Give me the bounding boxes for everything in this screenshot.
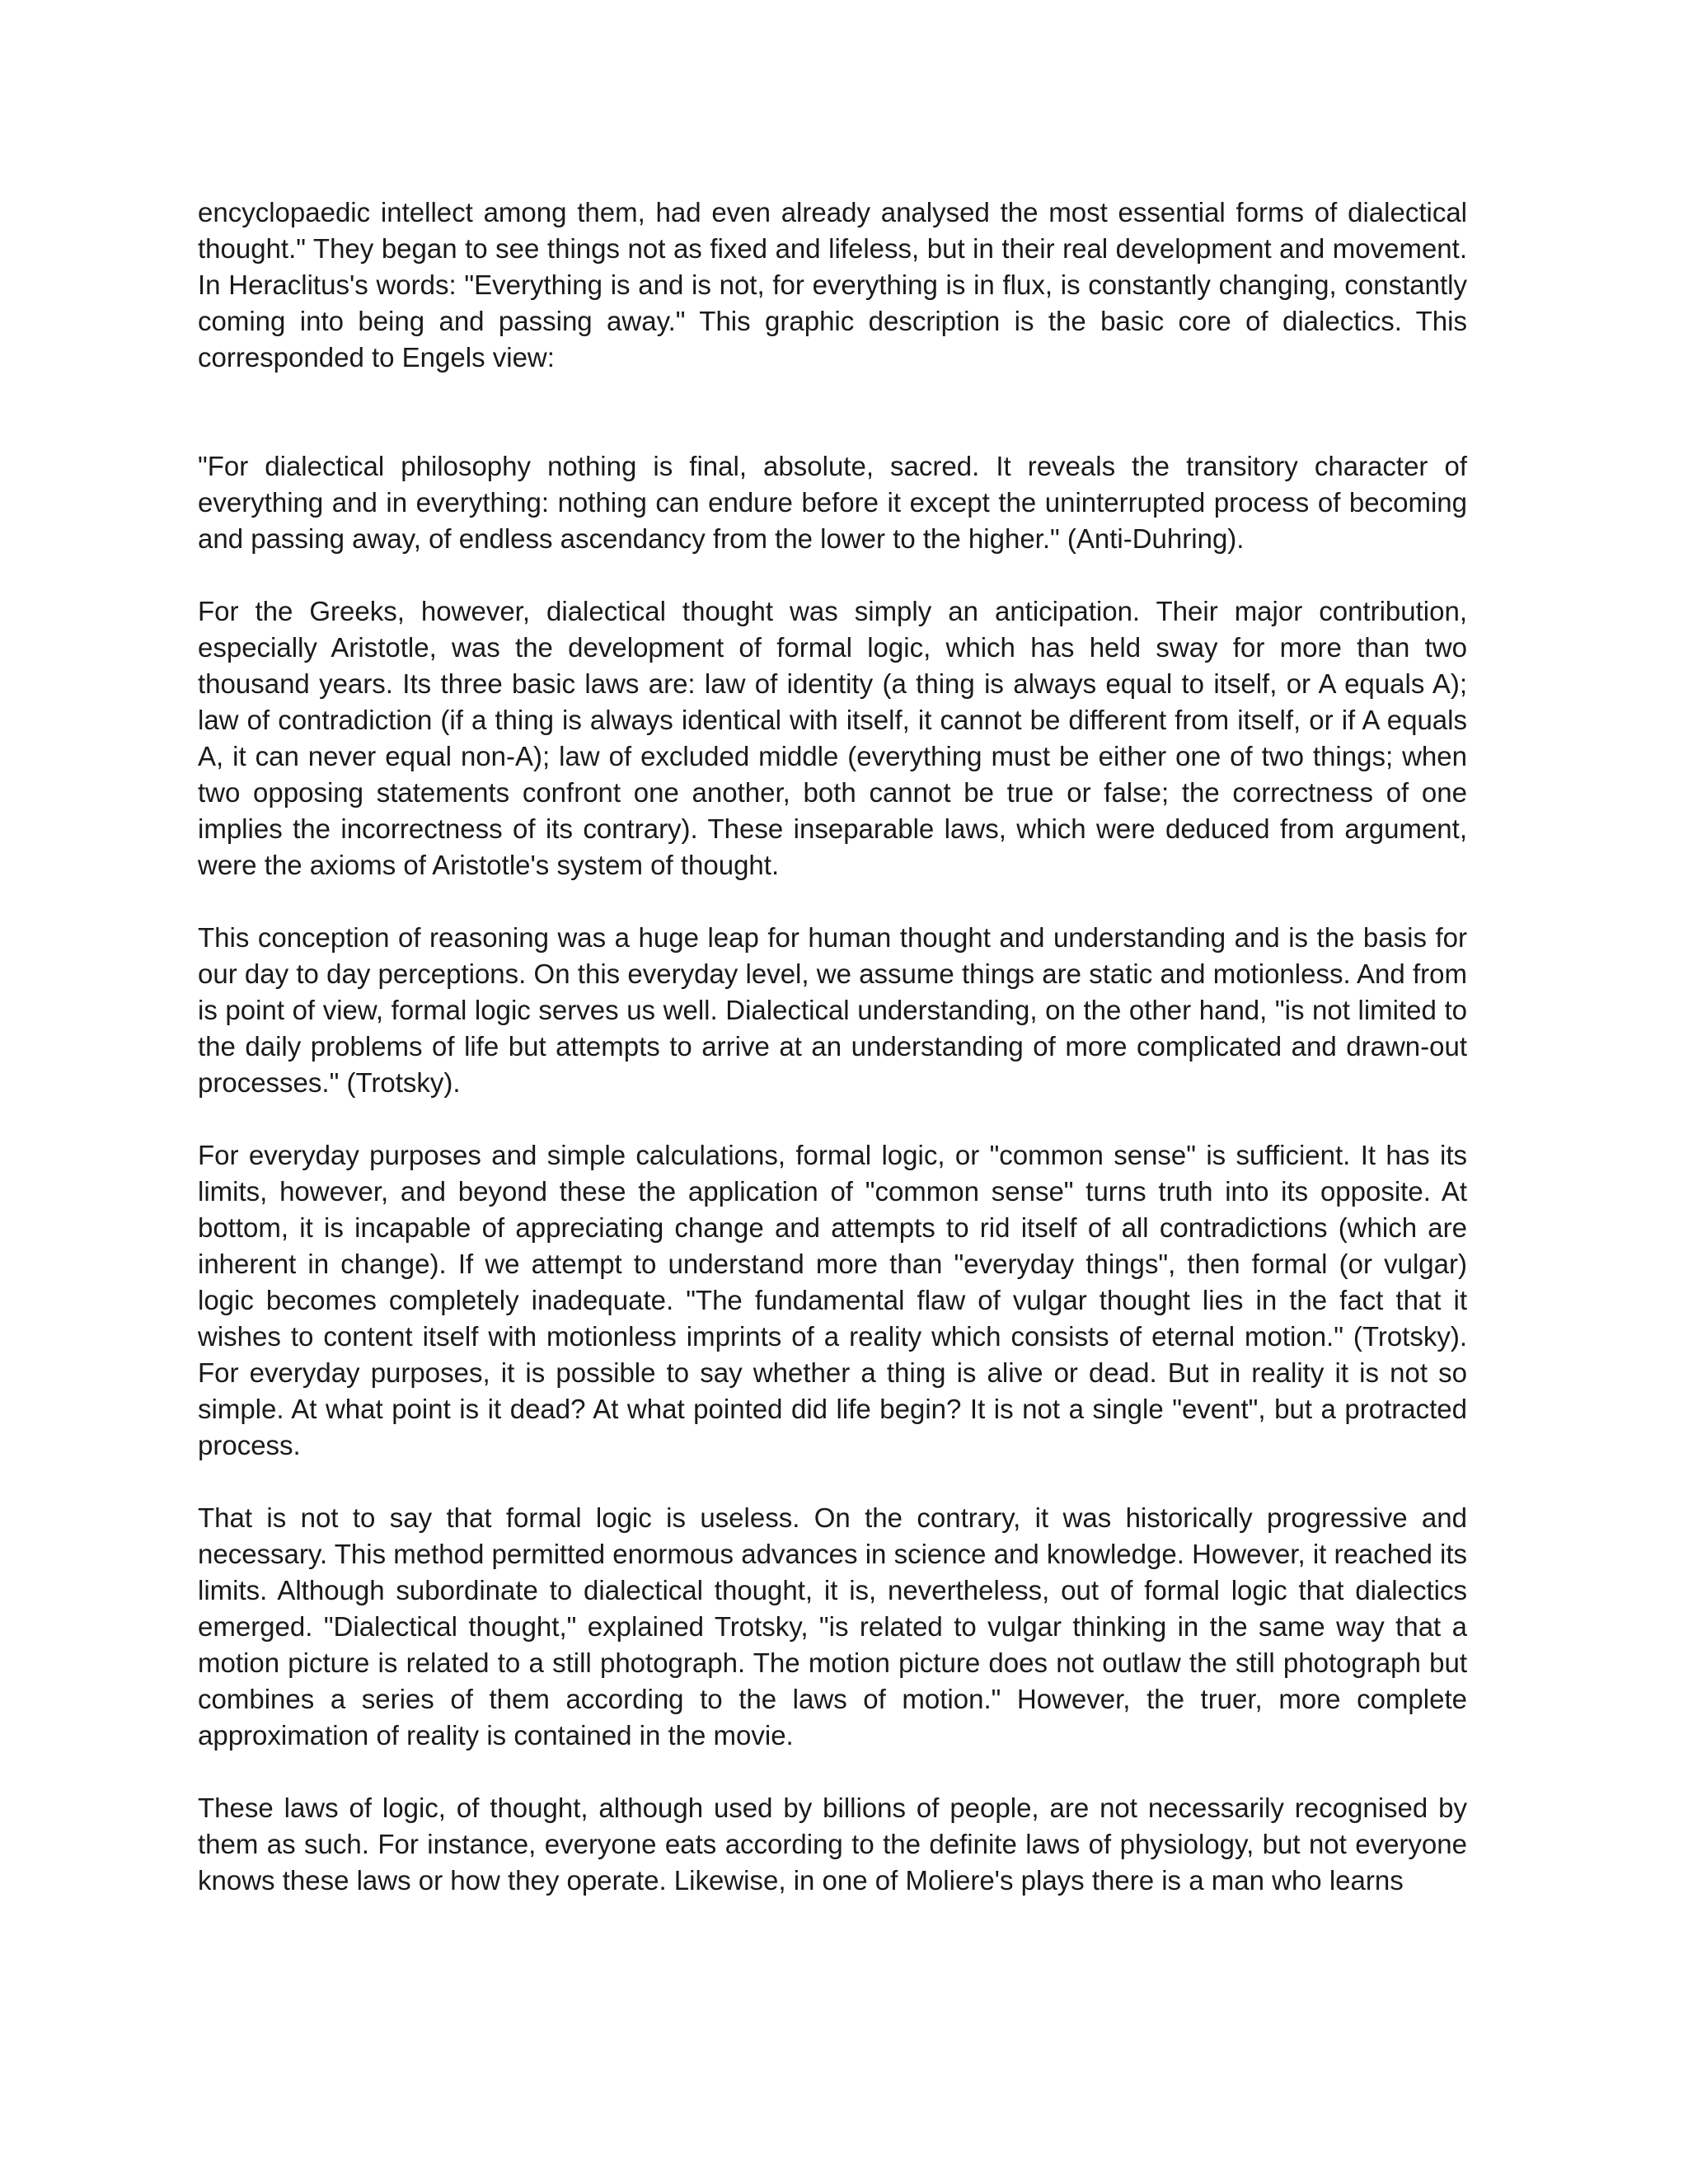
paragraph-laws-of-logic: These laws of logic, of thought, although used by billions of people, are not necessarily recognised by them as such. For instance, everyone eats according to the definite laws of physiology, but not everyone knows these laws or how they operate. Likewise, in one of Moliere's plays there is a man who learns [198,1793,1467,1896]
paragraph-common-sense: For everyday purposes and simple calculations, formal logic, or "common sense" is sufficient. It has its limits, however, and beyond these the application of "common sense" turns truth into its opposite. At bottom, it is incapable of appreciating change and attempts to rid itself of all contradictions (which are inherent in change). If we attempt to understand more than "everyday things", then formal (or vulgar) logic becomes completely inadequate. "The fundamental flaw of vulgar thought lies in the fact that it wishes to content itself with motionless imprints of a reality which consists of eternal motion." (Trotsky). For everyday purposes, it is possible to say whether a thing is alive or dead. But in reality it is not so simple. At what point is it dead? At what pointed did life begin? It is not a single "event", but a protracted process. [198,1140,1467,1460]
document-page [198,194,1467,1899]
paragraph-engels-quote: "For dialectical philosophy nothing is final, absolute, sacred. It reveals the transitory character of everything and in everything: nothing can endure before it except the uninterrupted process of becoming and passing away, of endless ascendancy from the lower to the higher." (Anti-Duhring). [198,451,1467,554]
paragraph-formal-logic-useful: That is not to say that formal logic is useless. On the contrary, it was historically progressive and necessary. This method permitted enormous advances in science and knowledge. However, it reached its limits. Although subordinate to dialectical thought, it is, nevertheless, out of formal logic that dialectics emerged. "Dialectical thought," explained Trotsky, "is related to vulgar thinking in the same way that a motion picture is related to a still photograph. The motion picture does not outlaw the still photograph but combines a series of them according to the laws of motion." However, the truer, more complete approximation of reality is contained in the movie. [198,1502,1467,1750]
paragraph-heraclitus: encyclopaedic intellect among them, had even already analysed the most essential forms of dialectical thought." They began to see things not as fixed and lifeless, but in their real development and movement. In Heraclitus's words: "Everything is and is not, for everything is in flux, is constantly changing, constantly coming into being and passing away." This graphic description is the basic core of dialectics. This corresponded to Engels view: [198,197,1467,373]
paragraph-formal-logic: For the Greeks, however, dialectical thought was simply an anticipation. Their major contribution, especially Aristotle, was the development of formal logic, which has held sway for more than two thousand years. Its three basic laws are: law of identity (a thing is always equal to itself, or A equals A); law of contradiction (if a thing is always identical with itself, it cannot be different from itself, or if A equals A, it can never equal non-A); law of excluded middle (everything must be either one of two things; when two opposing statements confront one another, both cannot be true or false; the correctness of one implies the incorrectness of its contrary). These inseparable laws, which were deduced from argument, were the axioms of Aristotle's system of thought. [198,596,1467,880]
paragraph-reasoning: This conception of reasoning was a huge leap for human thought and understanding and is the basis for our day to day perceptions. On this everyday level, we assume things are static and motionless. And from is point of view, formal logic serves us well. Dialectical understanding, on the other hand, "is not limited to the daily problems of life but attempts to arrive at an understanding of more complicated and drawn-out processes." (Trotsky). [198,922,1467,1098]
